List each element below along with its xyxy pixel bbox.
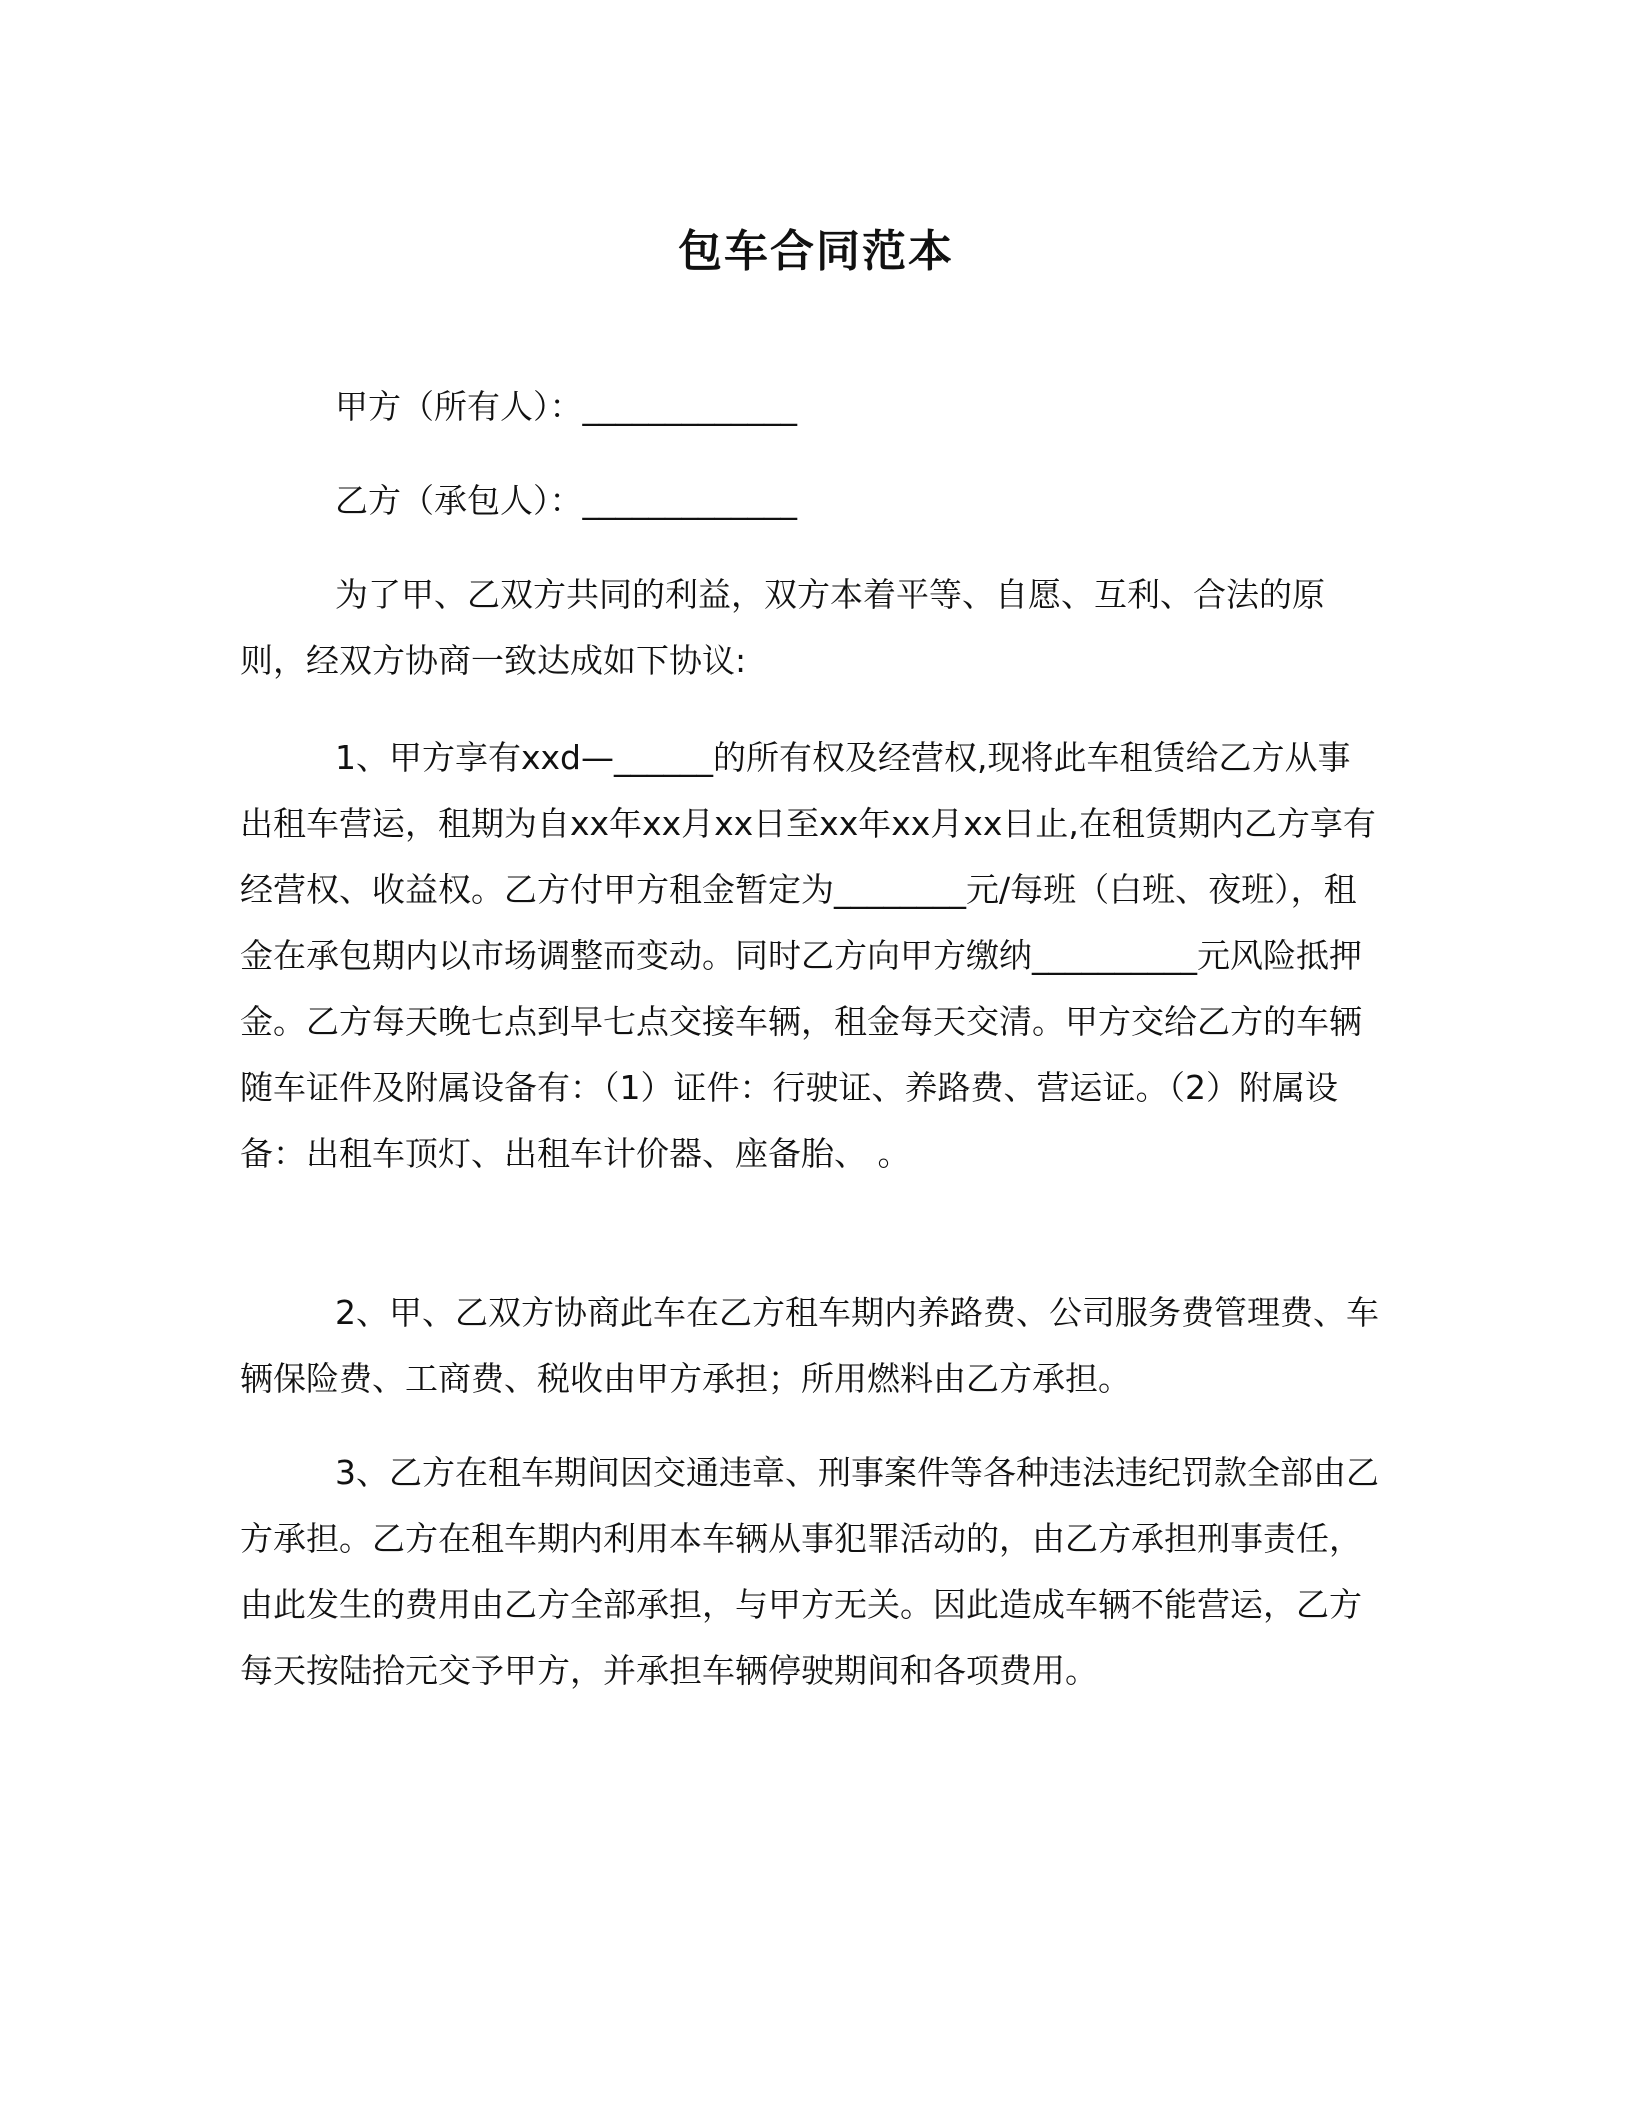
intro-text: 为了甲、乙双方共同的利益，双方本着平等、自愿、互利、合法的原则，经双方协商一致达成如下协议: <box>240 575 1325 680</box>
clause-1-text: 1、甲方享有xxd—______的所有权及经营权,现将此车租赁给乙方从事出租车营运，租期为自xx年xx月xx日至xx年xx月xx日止,在租赁期内乙方享有经营权、收益权。乙方付甲方租金暂定为________元/每班（白班、夜班），租金在承包期内以市场调整而变动。同时乙方向甲方缴纳__________元风险抵押金。乙方每天晚七点到早七点交接车辆，租金每天交清。甲方交给乙方的车辆随车证件及附属设备有：（1）证件：行驶证、养路费、营运证。（2）附属设备：出租车顶灯、出租车计价器、座备胎、 。 <box>240 738 1376 1173</box>
party-b-line: 乙方（承包人）：_____________ <box>335 481 797 520</box>
document-title: 包车合同范本 <box>678 226 954 277</box>
clause-2-text: 2、甲、乙双方协商此车在乙方租车期内养路费、公司服务费管理费、车辆保险费、工商费、税收由甲方承担；所用燃料由乙方承担。 <box>240 1293 1379 1398</box>
intro-paragraph <box>240 562 1380 694</box>
clause-1 <box>240 725 1380 1187</box>
clause-3-text: 3、乙方在租车期间因交通违章、刑事案件等各种违法违纪罚款全部由乙方承担。乙方在租车期内利用本车辆从事犯罪活动的，由乙方承担刑事责任，由此发生的费用由乙方全部承担，与甲方无关。因此造成车辆不能营运，乙方每天按陆拾元交予甲方，并承担车辆停驶期间和各项费用。 <box>240 1453 1379 1690</box>
clause-2 <box>240 1280 1380 1412</box>
party-a-line: 甲方（所有人）：_____________ <box>335 387 797 426</box>
clause-3 <box>240 1440 1380 1704</box>
